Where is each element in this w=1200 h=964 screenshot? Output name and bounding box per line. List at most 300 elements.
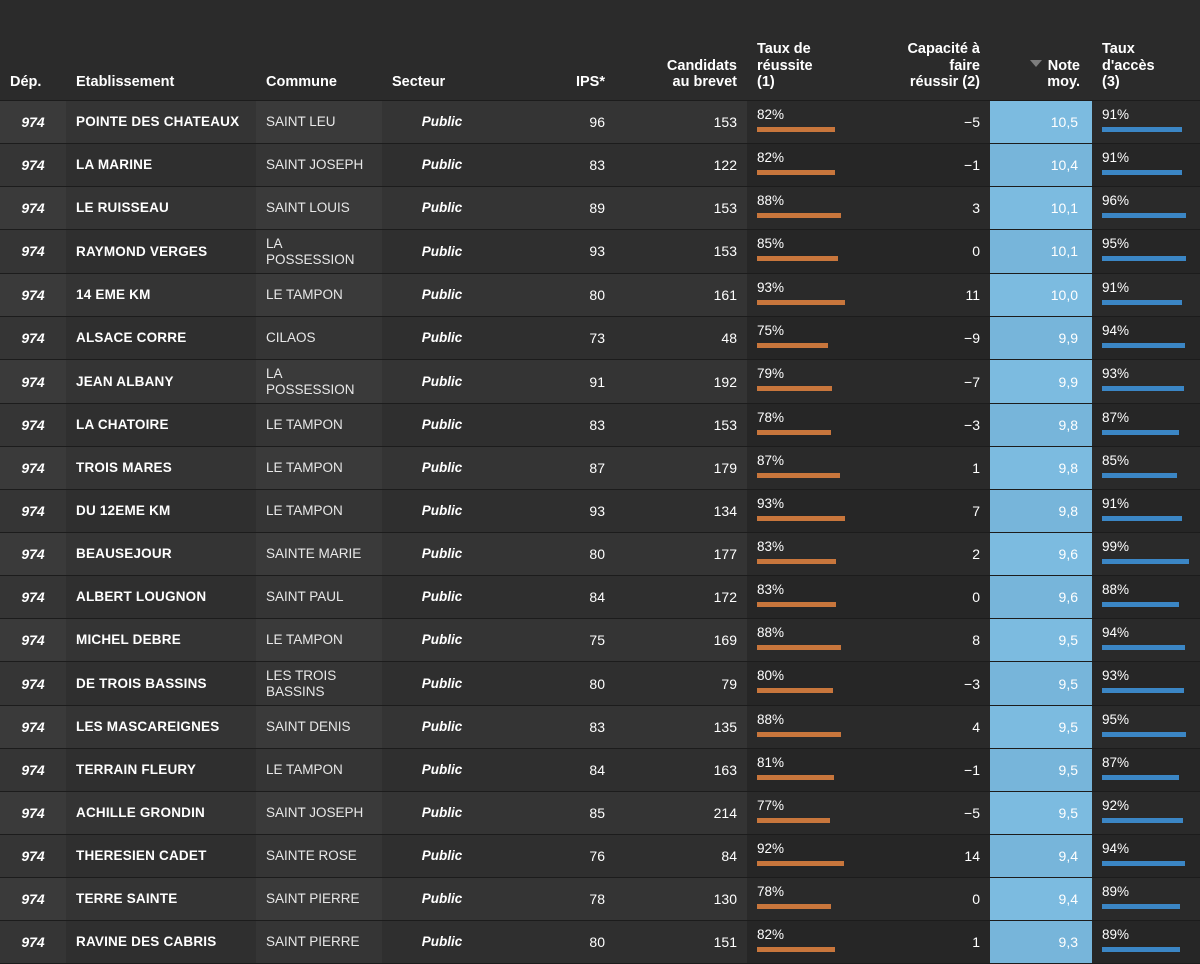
cell-capacite: 7 [872, 490, 990, 533]
cell-taux-acces [1092, 404, 1200, 447]
cell-taux-reussite [747, 706, 872, 749]
taux-reussite-value: 82% [757, 150, 785, 165]
cell-note-moy: 9,4 [990, 878, 1092, 921]
header-candidats[interactable]: Candidats au brevet [615, 0, 747, 101]
cell-ips: 80 [502, 921, 615, 964]
taux-acces-value: 87% [1102, 410, 1130, 426]
cell-candidats: 134 [615, 490, 747, 533]
taux-acces-bar [1102, 170, 1182, 175]
cell-commune: LE TAMPON [256, 749, 382, 792]
cell-dep: 974 [0, 404, 66, 447]
cell-taux-acces [1092, 533, 1200, 576]
cell-etablissement: LA MARINE [66, 144, 256, 187]
table-row[interactable] [0, 662, 1200, 706]
cell-ips: 91 [502, 360, 615, 404]
cell-taux-reussite [747, 835, 872, 878]
cell-capacite: −5 [872, 101, 990, 144]
table-row[interactable] [0, 792, 1200, 835]
cell-taux-acces [1092, 101, 1200, 144]
cell-taux-reussite [747, 921, 872, 964]
taux-reussite-bar [757, 300, 845, 305]
taux-acces-value: 96% [1102, 193, 1130, 208]
cell-candidats: 153 [615, 101, 747, 144]
taux-acces-value: 93% [1102, 366, 1130, 382]
taux-acces-value: 91% [1102, 496, 1130, 512]
cell-etablissement: ALSACE CORRE [66, 317, 256, 360]
cell-dep: 974 [0, 749, 66, 792]
taux-acces-bar [1102, 343, 1185, 348]
taux-reussite-value: 81% [757, 755, 785, 771]
cell-dep: 974 [0, 706, 66, 749]
taux-reussite-value: 77% [757, 798, 785, 814]
cell-etablissement: TERRAIN FLEURY [66, 749, 256, 792]
table-header [0, 0, 1200, 101]
cell-capacite: 3 [872, 187, 990, 230]
cell-taux-reussite [747, 101, 872, 144]
taux-reussite-bar [757, 645, 841, 650]
cell-candidats: 179 [615, 447, 747, 490]
taux-acces-value: 93% [1102, 668, 1130, 684]
taux-reussite-bar [757, 904, 831, 909]
cell-commune: LE TAMPON [256, 619, 382, 662]
cell-dep: 974 [0, 921, 66, 964]
cell-note-moy: 9,5 [990, 749, 1092, 792]
header-commune[interactable]: Commune [256, 0, 382, 101]
cell-candidats: 79 [615, 662, 747, 706]
cell-commune: LA POSSESSION [256, 230, 382, 274]
cell-etablissement: BEAUSEJOUR [66, 533, 256, 576]
cell-note-moy: 9,3 [990, 921, 1092, 964]
cell-etablissement: ACHILLE GRONDIN [66, 792, 256, 835]
taux-acces-value: 94% [1102, 625, 1130, 641]
taux-reussite-bar [757, 947, 835, 952]
cell-candidats: 84 [615, 835, 747, 878]
taux-reussite-bar [757, 127, 835, 132]
cell-note-moy: 10,1 [990, 230, 1092, 274]
header-dep[interactable]: Dép. [0, 0, 66, 101]
cell-capacite: −5 [872, 792, 990, 835]
cell-dep: 974 [0, 533, 66, 576]
cell-taux-acces [1092, 144, 1200, 187]
taux-reussite-bar [757, 170, 835, 175]
cell-ips: 84 [502, 576, 615, 619]
table-row[interactable] [0, 317, 1200, 360]
table-row[interactable] [0, 187, 1200, 230]
table-row[interactable] [0, 101, 1200, 144]
cell-ips: 80 [502, 662, 615, 706]
cell-taux-acces [1092, 490, 1200, 533]
cell-taux-acces [1092, 360, 1200, 404]
cell-taux-reussite [747, 576, 872, 619]
cell-ips: 93 [502, 230, 615, 274]
header-ips[interactable]: IPS* [502, 0, 615, 101]
taux-reussite-bar [757, 516, 845, 521]
cell-note-moy: 9,8 [990, 490, 1092, 533]
cell-ips: 83 [502, 706, 615, 749]
taux-reussite-value: 88% [757, 712, 785, 728]
cell-ips: 84 [502, 749, 615, 792]
cell-commune: SAINT PIERRE [256, 878, 382, 921]
cell-taux-reussite [747, 360, 872, 404]
cell-note-moy: 9,9 [990, 317, 1092, 360]
cell-secteur: Public [382, 101, 502, 144]
cell-ips: 87 [502, 447, 615, 490]
cell-ips: 75 [502, 619, 615, 662]
table-row[interactable] [0, 404, 1200, 447]
table-row[interactable] [0, 706, 1200, 749]
cell-ips: 83 [502, 144, 615, 187]
cell-commune: LE TAMPON [256, 490, 382, 533]
taux-reussite-value: 88% [757, 193, 785, 208]
cell-taux-reussite [747, 619, 872, 662]
cell-capacite: −7 [872, 360, 990, 404]
taux-reussite-bar [757, 818, 830, 823]
cell-secteur: Public [382, 144, 502, 187]
taux-reussite-bar [757, 602, 836, 607]
cell-commune: SAINTE MARIE [256, 533, 382, 576]
cell-note-moy: 9,5 [990, 706, 1092, 749]
cell-capacite: −1 [872, 144, 990, 187]
cell-candidats: 177 [615, 533, 747, 576]
taux-acces-value: 94% [1102, 323, 1130, 339]
cell-capacite: −1 [872, 749, 990, 792]
cell-dep: 974 [0, 792, 66, 835]
cell-capacite: 1 [872, 921, 990, 964]
cell-secteur: Public [382, 921, 502, 964]
sort-descending-caret-icon [1030, 60, 1042, 67]
cell-commune: SAINT PAUL [256, 576, 382, 619]
cell-commune: SAINT LEU [256, 101, 382, 144]
cell-taux-reussite [747, 662, 872, 706]
cell-etablissement: RAVINE DES CABRIS [66, 921, 256, 964]
cell-etablissement: DE TROIS BASSINS [66, 662, 256, 706]
cell-dep: 974 [0, 576, 66, 619]
cell-taux-reussite [747, 749, 872, 792]
table-row[interactable] [0, 921, 1200, 964]
taux-acces-bar [1102, 645, 1185, 650]
cell-candidats: 130 [615, 878, 747, 921]
table-row[interactable] [0, 230, 1200, 274]
cell-taux-reussite [747, 878, 872, 921]
cell-dep: 974 [0, 662, 66, 706]
taux-acces-bar [1102, 473, 1177, 478]
table-row[interactable] [0, 533, 1200, 576]
cell-taux-acces [1092, 576, 1200, 619]
taux-reussite-value: 78% [757, 410, 785, 426]
cell-dep: 974 [0, 317, 66, 360]
cell-ips: 83 [502, 404, 615, 447]
cell-secteur: Public [382, 749, 502, 792]
cell-note-moy: 10,0 [990, 274, 1092, 317]
table-row[interactable] [0, 576, 1200, 619]
table-row[interactable] [0, 490, 1200, 533]
table-row[interactable] [0, 878, 1200, 921]
table-row[interactable] [0, 749, 1200, 792]
cell-candidats: 122 [615, 144, 747, 187]
cell-candidats: 135 [615, 706, 747, 749]
cell-taux-acces [1092, 835, 1200, 878]
cell-note-moy: 9,5 [990, 662, 1092, 706]
taux-acces-bar [1102, 775, 1179, 780]
taux-acces-value: 94% [1102, 841, 1130, 857]
cell-candidats: 153 [615, 187, 747, 230]
cell-etablissement: MICHEL DEBRE [66, 619, 256, 662]
cell-taux-reussite [747, 447, 872, 490]
cell-ips: 89 [502, 187, 615, 230]
cell-capacite: 0 [872, 878, 990, 921]
taux-acces-value: 92% [1102, 798, 1130, 814]
taux-acces-bar [1102, 127, 1182, 132]
taux-reussite-value: 78% [757, 884, 785, 900]
taux-acces-bar [1102, 300, 1182, 305]
cell-secteur: Public [382, 619, 502, 662]
cell-secteur: Public [382, 230, 502, 274]
cell-secteur: Public [382, 835, 502, 878]
cell-dep: 974 [0, 878, 66, 921]
cell-capacite: 4 [872, 706, 990, 749]
cell-secteur: Public [382, 792, 502, 835]
cell-secteur: Public [382, 490, 502, 533]
table-row[interactable] [0, 274, 1200, 317]
cell-etablissement: LE RUISSEAU [66, 187, 256, 230]
cell-note-moy: 9,6 [990, 533, 1092, 576]
taux-acces-bar [1102, 861, 1185, 866]
cell-etablissement: THERESIEN CADET [66, 835, 256, 878]
header-secteur[interactable]: Secteur [382, 0, 502, 101]
cell-capacite: −3 [872, 404, 990, 447]
taux-acces-bar [1102, 732, 1186, 737]
cell-dep: 974 [0, 101, 66, 144]
cell-taux-reussite [747, 230, 872, 274]
cell-secteur: Public [382, 360, 502, 404]
cell-ips: 80 [502, 533, 615, 576]
cell-candidats: 192 [615, 360, 747, 404]
taux-acces-bar [1102, 256, 1186, 261]
cell-commune: LE TAMPON [256, 447, 382, 490]
cell-etablissement: ALBERT LOUGNON [66, 576, 256, 619]
cell-etablissement: JEAN ALBANY [66, 360, 256, 404]
table-row[interactable] [0, 360, 1200, 404]
taux-acces-bar [1102, 688, 1184, 693]
taux-reussite-bar [757, 732, 841, 737]
cell-taux-acces [1092, 230, 1200, 274]
header-capacite[interactable]: Capacité à faire réussir (2) [872, 0, 990, 101]
cell-etablissement: RAYMOND VERGES [66, 230, 256, 274]
taux-acces-value: 89% [1102, 884, 1130, 900]
cell-candidats: 214 [615, 792, 747, 835]
taux-reussite-value: 88% [757, 625, 785, 641]
cell-note-moy: 10,5 [990, 101, 1092, 144]
cell-secteur: Public [382, 576, 502, 619]
cell-commune: CILAOS [256, 317, 382, 360]
cell-dep: 974 [0, 360, 66, 404]
header-note-moy[interactable]: Note moy. [990, 0, 1092, 101]
taux-acces-bar [1102, 818, 1183, 823]
taux-acces-value: 95% [1102, 712, 1130, 728]
taux-reussite-bar [757, 430, 831, 435]
cell-dep: 974 [0, 274, 66, 317]
cell-taux-acces [1092, 878, 1200, 921]
cell-candidats: 163 [615, 749, 747, 792]
taux-reussite-value: 93% [757, 496, 785, 512]
cell-commune: LE TAMPON [256, 404, 382, 447]
cell-secteur: Public [382, 274, 502, 317]
taux-acces-value: 99% [1102, 539, 1130, 555]
cell-commune: SAINT JOSEPH [256, 792, 382, 835]
cell-taux-reussite [747, 317, 872, 360]
cell-secteur: Public [382, 317, 502, 360]
table-row[interactable] [0, 619, 1200, 662]
cell-capacite: 0 [872, 576, 990, 619]
taux-reussite-value: 75% [757, 323, 785, 339]
cell-secteur: Public [382, 662, 502, 706]
taux-acces-value: 95% [1102, 236, 1130, 251]
taux-reussite-bar [757, 559, 836, 564]
taux-acces-value: 91% [1102, 280, 1130, 296]
taux-reussite-value: 82% [757, 107, 785, 122]
cell-secteur: Public [382, 706, 502, 749]
cell-capacite: 11 [872, 274, 990, 317]
cell-taux-acces [1092, 706, 1200, 749]
cell-dep: 974 [0, 187, 66, 230]
cell-commune: SAINT JOSEPH [256, 144, 382, 187]
taux-reussite-value: 85% [757, 236, 785, 251]
cell-taux-acces [1092, 187, 1200, 230]
cell-capacite: 0 [872, 230, 990, 274]
cell-candidats: 169 [615, 619, 747, 662]
cell-taux-reussite [747, 533, 872, 576]
cell-candidats: 48 [615, 317, 747, 360]
cell-ips: 85 [502, 792, 615, 835]
cell-note-moy: 9,6 [990, 576, 1092, 619]
cell-taux-acces [1092, 749, 1200, 792]
taux-acces-value: 85% [1102, 453, 1130, 469]
cell-taux-acces [1092, 619, 1200, 662]
taux-acces-bar [1102, 947, 1180, 952]
cell-note-moy: 9,8 [990, 404, 1092, 447]
cell-taux-acces [1092, 921, 1200, 964]
cell-secteur: Public [382, 187, 502, 230]
taux-acces-bar [1102, 516, 1182, 521]
cell-taux-acces [1092, 447, 1200, 490]
taux-reussite-value: 93% [757, 280, 785, 296]
taux-acces-value: 87% [1102, 755, 1130, 771]
table-row[interactable] [0, 144, 1200, 187]
table-body [0, 101, 1200, 964]
taux-reussite-value: 82% [757, 927, 785, 943]
cell-taux-acces [1092, 792, 1200, 835]
cell-commune: SAINT DENIS [256, 706, 382, 749]
taux-reussite-value: 83% [757, 539, 785, 555]
cell-note-moy: 9,8 [990, 447, 1092, 490]
cell-taux-reussite [747, 792, 872, 835]
taux-reussite-bar [757, 473, 840, 478]
cell-taux-acces [1092, 274, 1200, 317]
table-row[interactable] [0, 835, 1200, 878]
taux-acces-value: 88% [1102, 582, 1130, 598]
cell-taux-reussite [747, 274, 872, 317]
cell-candidats: 153 [615, 230, 747, 274]
cell-etablissement: 14 EME KM [66, 274, 256, 317]
cell-capacite: 2 [872, 533, 990, 576]
cell-dep: 974 [0, 447, 66, 490]
taux-acces-bar [1102, 904, 1180, 909]
cell-note-moy: 9,4 [990, 835, 1092, 878]
cell-commune: LA POSSESSION [256, 360, 382, 404]
cell-dep: 974 [0, 144, 66, 187]
cell-ips: 93 [502, 490, 615, 533]
cell-dep: 974 [0, 835, 66, 878]
taux-acces-value: 91% [1102, 150, 1130, 165]
cell-etablissement: LES MASCAREIGNES [66, 706, 256, 749]
cell-capacite: −3 [872, 662, 990, 706]
taux-reussite-value: 79% [757, 366, 785, 382]
cell-commune: LE TAMPON [256, 274, 382, 317]
cell-secteur: Public [382, 878, 502, 921]
table-row[interactable] [0, 447, 1200, 490]
cell-etablissement: TROIS MARES [66, 447, 256, 490]
cell-commune: SAINT LOUIS [256, 187, 382, 230]
header-taux-reussite[interactable]: Taux de réussite (1) [747, 0, 872, 101]
taux-acces-value: 89% [1102, 927, 1130, 943]
taux-reussite-value: 80% [757, 668, 785, 684]
cell-taux-reussite [747, 144, 872, 187]
cell-candidats: 172 [615, 576, 747, 619]
taux-reussite-value: 83% [757, 582, 785, 598]
taux-acces-bar [1102, 602, 1179, 607]
taux-acces-bar [1102, 213, 1186, 218]
taux-reussite-bar [757, 256, 838, 261]
cell-note-moy: 10,4 [990, 144, 1092, 187]
header-etablissement[interactable]: Etablissement [66, 0, 256, 101]
cell-taux-reussite [747, 404, 872, 447]
cell-taux-acces [1092, 662, 1200, 706]
cell-ips: 78 [502, 878, 615, 921]
cell-secteur: Public [382, 404, 502, 447]
cell-ips: 80 [502, 274, 615, 317]
taux-reussite-bar [757, 861, 844, 866]
cell-ips: 76 [502, 835, 615, 878]
cell-capacite: −9 [872, 317, 990, 360]
header-taux-acces[interactable]: Taux d'accès (3) [1092, 0, 1200, 101]
cell-ips: 96 [502, 101, 615, 144]
cell-commune: SAINTE ROSE [256, 835, 382, 878]
taux-acces-bar [1102, 386, 1184, 391]
taux-reussite-bar [757, 343, 828, 348]
cell-capacite: 1 [872, 447, 990, 490]
cell-capacite: 8 [872, 619, 990, 662]
cell-taux-reussite [747, 490, 872, 533]
cell-candidats: 153 [615, 404, 747, 447]
cell-note-moy: 9,9 [990, 360, 1092, 404]
taux-acces-bar [1102, 559, 1189, 564]
taux-reussite-bar [757, 688, 833, 693]
cell-note-moy: 9,5 [990, 792, 1092, 835]
taux-reussite-bar [757, 386, 832, 391]
cell-etablissement: TERRE SAINTE [66, 878, 256, 921]
cell-secteur: Public [382, 447, 502, 490]
taux-reussite-value: 87% [757, 453, 785, 469]
cell-taux-acces [1092, 317, 1200, 360]
taux-reussite-value: 92% [757, 841, 785, 857]
taux-acces-value: 91% [1102, 107, 1130, 122]
cell-commune: SAINT PIERRE [256, 921, 382, 964]
cell-etablissement: DU 12EME KM [66, 490, 256, 533]
cell-etablissement: LA CHATOIRE [66, 404, 256, 447]
taux-reussite-bar [757, 775, 834, 780]
cell-etablissement: POINTE DES CHATEAUX [66, 101, 256, 144]
cell-commune: LES TROIS BASSINS [256, 662, 382, 706]
